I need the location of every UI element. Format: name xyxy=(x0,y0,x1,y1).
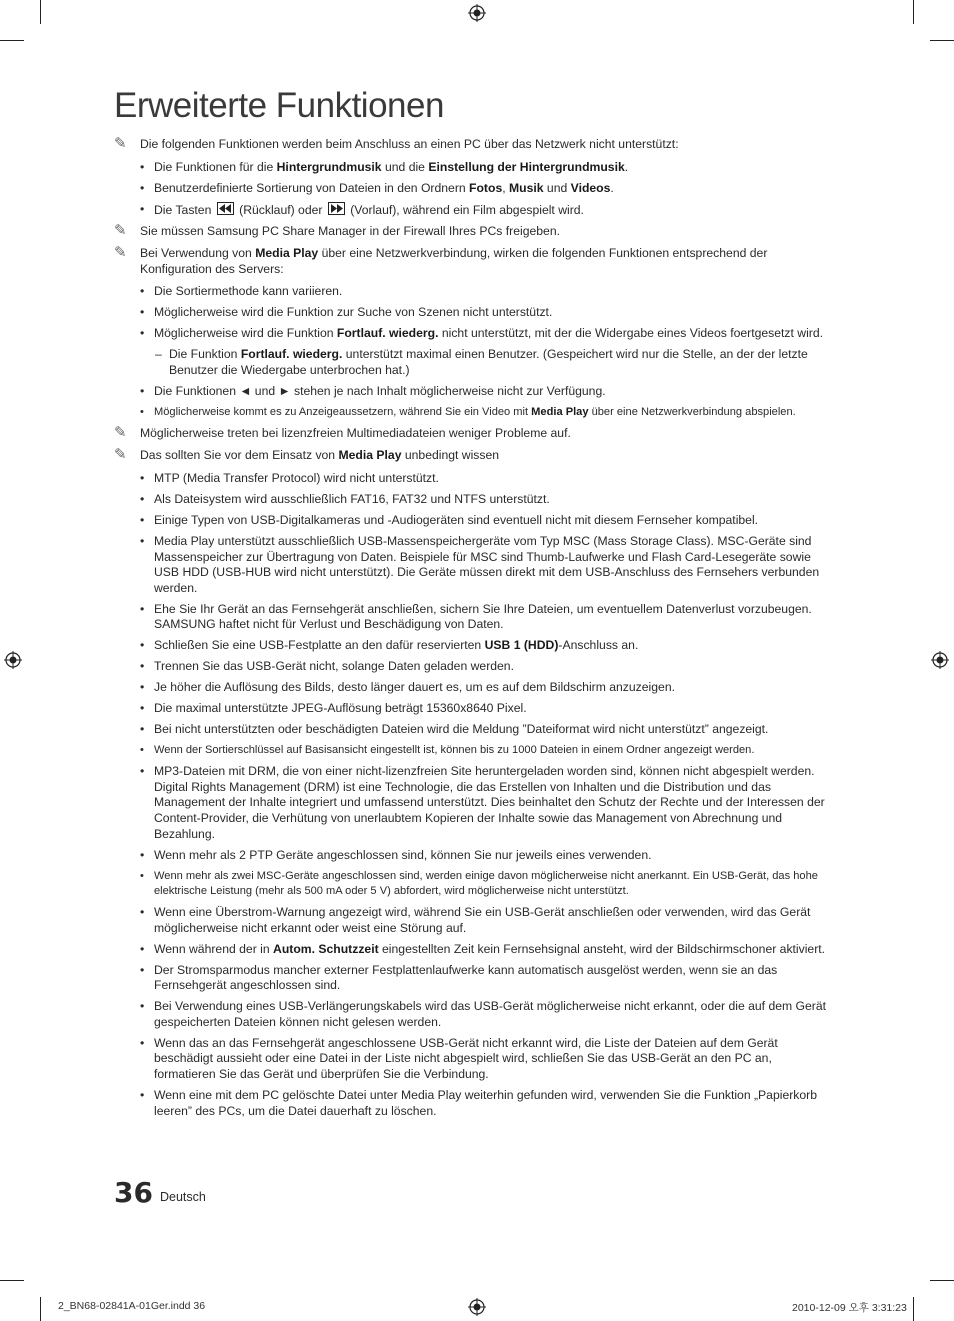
crop-mark xyxy=(930,1280,954,1281)
list-item: • Möglicherweise wird die Funktion Fortlauf. wiederg. nicht unterstützt, mit der die Widergabe eines Videos foertgesetzt wird. xyxy=(140,326,824,341)
list-item: • Schließen Sie eine USB-Festplatte an den dafür reservierten USB 1 (HDD)-Anschluss an. xyxy=(140,638,639,653)
list-item: • Benutzerdefinierte Sortierung von Dateien in den Ordnern Fotos, Musik und Videos. xyxy=(140,180,614,195)
list-item: • Wenn mehr als 2 PTP Geräte angeschlossen sind, können Sie nur jeweils eines verwenden. xyxy=(140,847,652,862)
list-item: • Wenn eine Überstrom-Warnung angezeigt wird, während Sie ein USB-Gerät anschließen oder verwenden, wird das Gerät möglicherweise nicht erkannt oder weist eine Störung auf. xyxy=(140,905,811,935)
list-item: • Trennen Sie das USB-Gerät nicht, solange Daten geladen werden. xyxy=(140,659,514,674)
list-item: • Der Stromsparmodus mancher externer Festplattenlaufwerke kann automatisch ausgelöst werden, wenn sie an das Fernsehgerät angeschlossen sind. xyxy=(140,962,778,993)
list-item: • MTP (Media Transfer Protocol) wird nicht unterstützt. xyxy=(140,471,439,486)
page-language: Deutsch xyxy=(160,1190,206,1204)
list-item: • Wenn eine mit dem PC gelöschte Datei unter Media Play weiterhin gefunden wird, verwenden Sie die Funktion „Papierkorb leeren” des PCs, um die Datei dauerhaft zu löschen. xyxy=(140,1088,817,1118)
note: ✎ Die folgenden Funktionen werden beim Anschluss an einen PC über das Netzwerk nicht unterstützt: xyxy=(114,135,679,152)
list-item: • Die Sortiermethode kann variieren. xyxy=(140,284,343,299)
registration-mark-icon xyxy=(931,651,949,669)
note-pencil-icon: ✎ xyxy=(114,221,127,239)
list-item: • Einige Typen von USB-Digitalkameras und -Audiogeräten sind eventuell nicht mit diesem Fernseher kompatibel. xyxy=(140,512,759,527)
list-item: • Bei Verwendung eines USB-Verlängerungskabels wird das USB-Gerät möglicherweise nicht erkannt, oder die auf dem Gerät gespeicherten Dateien können nicht gelesen werden. xyxy=(140,999,827,1029)
content xyxy=(114,137,836,1125)
list-item: • Die maximal unterstützte JPEG-Auflösung beträgt 15360x8640 Pixel. xyxy=(140,701,527,716)
registration-mark-icon xyxy=(468,4,486,22)
list-item: • Wenn das an das Fernsehgerät angeschlossene USB-Gerät nicht erkannt wird, die Liste der Dateien auf dem Gerät beschädigt aussieht oder eine Datei in der Liste nicht abgespielt wird, schließen Sie das USB-Gerät an den PC an, formatieren Sie das Gerät und überprüfen Sie die Verbindung. xyxy=(140,1035,778,1082)
note-pencil-icon: ✎ xyxy=(114,244,127,262)
crop-mark xyxy=(40,0,41,24)
crop-mark xyxy=(913,0,914,24)
registration-mark-icon xyxy=(4,651,22,669)
page-number: 36 xyxy=(114,1176,153,1209)
list-item: • Wenn während der in Autom. Schutzzeit eingestellten Zeit kein Fernsehsignal ansteht, wird der Bildschirmschoner aktiviert. xyxy=(140,941,826,956)
list-item: • Media Play unterstützt ausschließlich USB-Massenspeichergeräte vom Typ MSC (Mass Storage Class). MSC-Geräte sind Massenspeicher zur Übertragung von Daten. Beispiele für MSC sind Thumb-Laufwerke und Flash Card-Lesegeräte sowie USB HDD (USB-HUB wird nicht unterstützt). Die Geräte müssen direkt mit dem USB-Anschluss des Fernsehers verbunden werden. xyxy=(140,533,820,595)
list-item: • Wenn der Sortierschlüssel auf Basisansicht eingestellt ist, können bis zu 1000 Dateien in einem Ordner angezeigt werden. xyxy=(140,744,755,757)
list-item: • Als Dateisystem wird ausschließlich FAT16, FAT32 und NTFS unterstützt. xyxy=(140,492,550,506)
list-item: • Möglicherweise kommt es zu Anzeigeaussetzern, während Sie ein Video mit Media Play über eine Netzwerkverbindung abspielen. xyxy=(140,405,796,418)
list-item: • Wenn mehr als zwei MSC-Geräte angeschlossen sind, werden einige davon möglicherweise nicht anerkannt. Ein USB-Gerät, das hohe elektrische Leistung (mehr als 500 mA oder 5 V) abfordert, wird möglicherweise nicht unterstützt. xyxy=(140,869,818,898)
list-item: • Je höher die Auflösung des Bilds, desto länger dauert es, um es auf dem Bildschirm anzuzeigen. xyxy=(140,680,675,695)
note: ✎ Bei Verwendung von Media Play über eine Netzwerkverbindung, wirken die folgenden Funktionen entsprechend der Konfiguration des Servers: xyxy=(114,244,768,276)
crop-mark xyxy=(40,1297,41,1321)
crop-mark xyxy=(913,1297,914,1321)
list-item: • Ehe Sie Ihr Gerät an das Fernsehgerät anschließen, sichern Sie Ihre Dateien, um eventuellem Datenverlust vorzubeugen. SAMSUNG haftet nicht für Verlust und Beschädigung von Daten. xyxy=(140,601,812,632)
print-slug-file: 2_BN68-02841A-01Ger.indd 36 xyxy=(58,1300,206,1312)
crop-mark xyxy=(930,40,954,41)
crop-mark xyxy=(0,40,24,41)
list-item: • Die Funktionen ◄ und ► stehen je nach Inhalt möglicherweise nicht zur Verfügung. xyxy=(140,383,606,398)
list-item: • MP3-Dateien mit DRM, die von einer nicht-lizenzfreien Site heruntergeladen worden sind, können nicht abgespielt werden. Digital Rights Management (DRM) ist eine Technologie, die das Erstellen von Inhalten und die Distribution und das Management der Inhalte integriert und umfassend unterstützt. Dies beinhaltet den Schutz der Rechte und der Interessen der Content-Provider, die Verhütung von unerlaubtem Kopieren der Inhalte sowie das Management von Abrechnung und Bezahlung. xyxy=(140,764,825,841)
rewind-icon xyxy=(217,202,234,215)
list-item: • Die Funktionen für die Hintergrundmusik und die Einstellung der Hintergrundmusik. xyxy=(140,159,629,174)
fast-forward-icon xyxy=(328,202,345,215)
note-pencil-icon: ✎ xyxy=(114,446,127,464)
list-item: • Bei nicht unterstützten oder beschädigten Dateien wird die Meldung ”Dateiformat wird nicht unterstützt” angezeigt. xyxy=(140,722,769,737)
note: ✎ Sie müssen Samsung PC Share Manager in der Firewall Ihres PCs freigeben. xyxy=(114,221,560,239)
note: ✎ Das sollten Sie vor dem Einsatz von Media Play unbedingt wissen xyxy=(114,446,500,464)
note-pencil-icon: ✎ xyxy=(114,423,127,441)
list-item: • Möglicherweise wird die Funktion zur Suche von Szenen nicht unterstützt. xyxy=(140,305,553,320)
list-item: • Die Tasten (Rücklauf) oder (Vorlauf), während ein Film abgespielt wird. xyxy=(140,201,584,217)
note: ✎ Möglicherweise treten bei lizenzfreien Multimediadateien weniger Probleme auf. xyxy=(114,423,571,441)
note-pencil-icon: ✎ xyxy=(114,135,127,152)
print-slug-date: 2010-12-09 오후 3:31:23 xyxy=(792,1302,907,1314)
registration-mark-icon xyxy=(468,1298,486,1316)
crop-mark xyxy=(0,1280,24,1281)
page-title: Erweiterte Funktionen xyxy=(114,86,444,125)
sub-list-item: – Die Funktion Fortlauf. wiederg. unterstützt maximal einen Benutzer. (Gespeichert wird nur die Stelle, an der der letzte Benutzer die Wiedergabe unterbrochen hat.) xyxy=(155,347,808,377)
